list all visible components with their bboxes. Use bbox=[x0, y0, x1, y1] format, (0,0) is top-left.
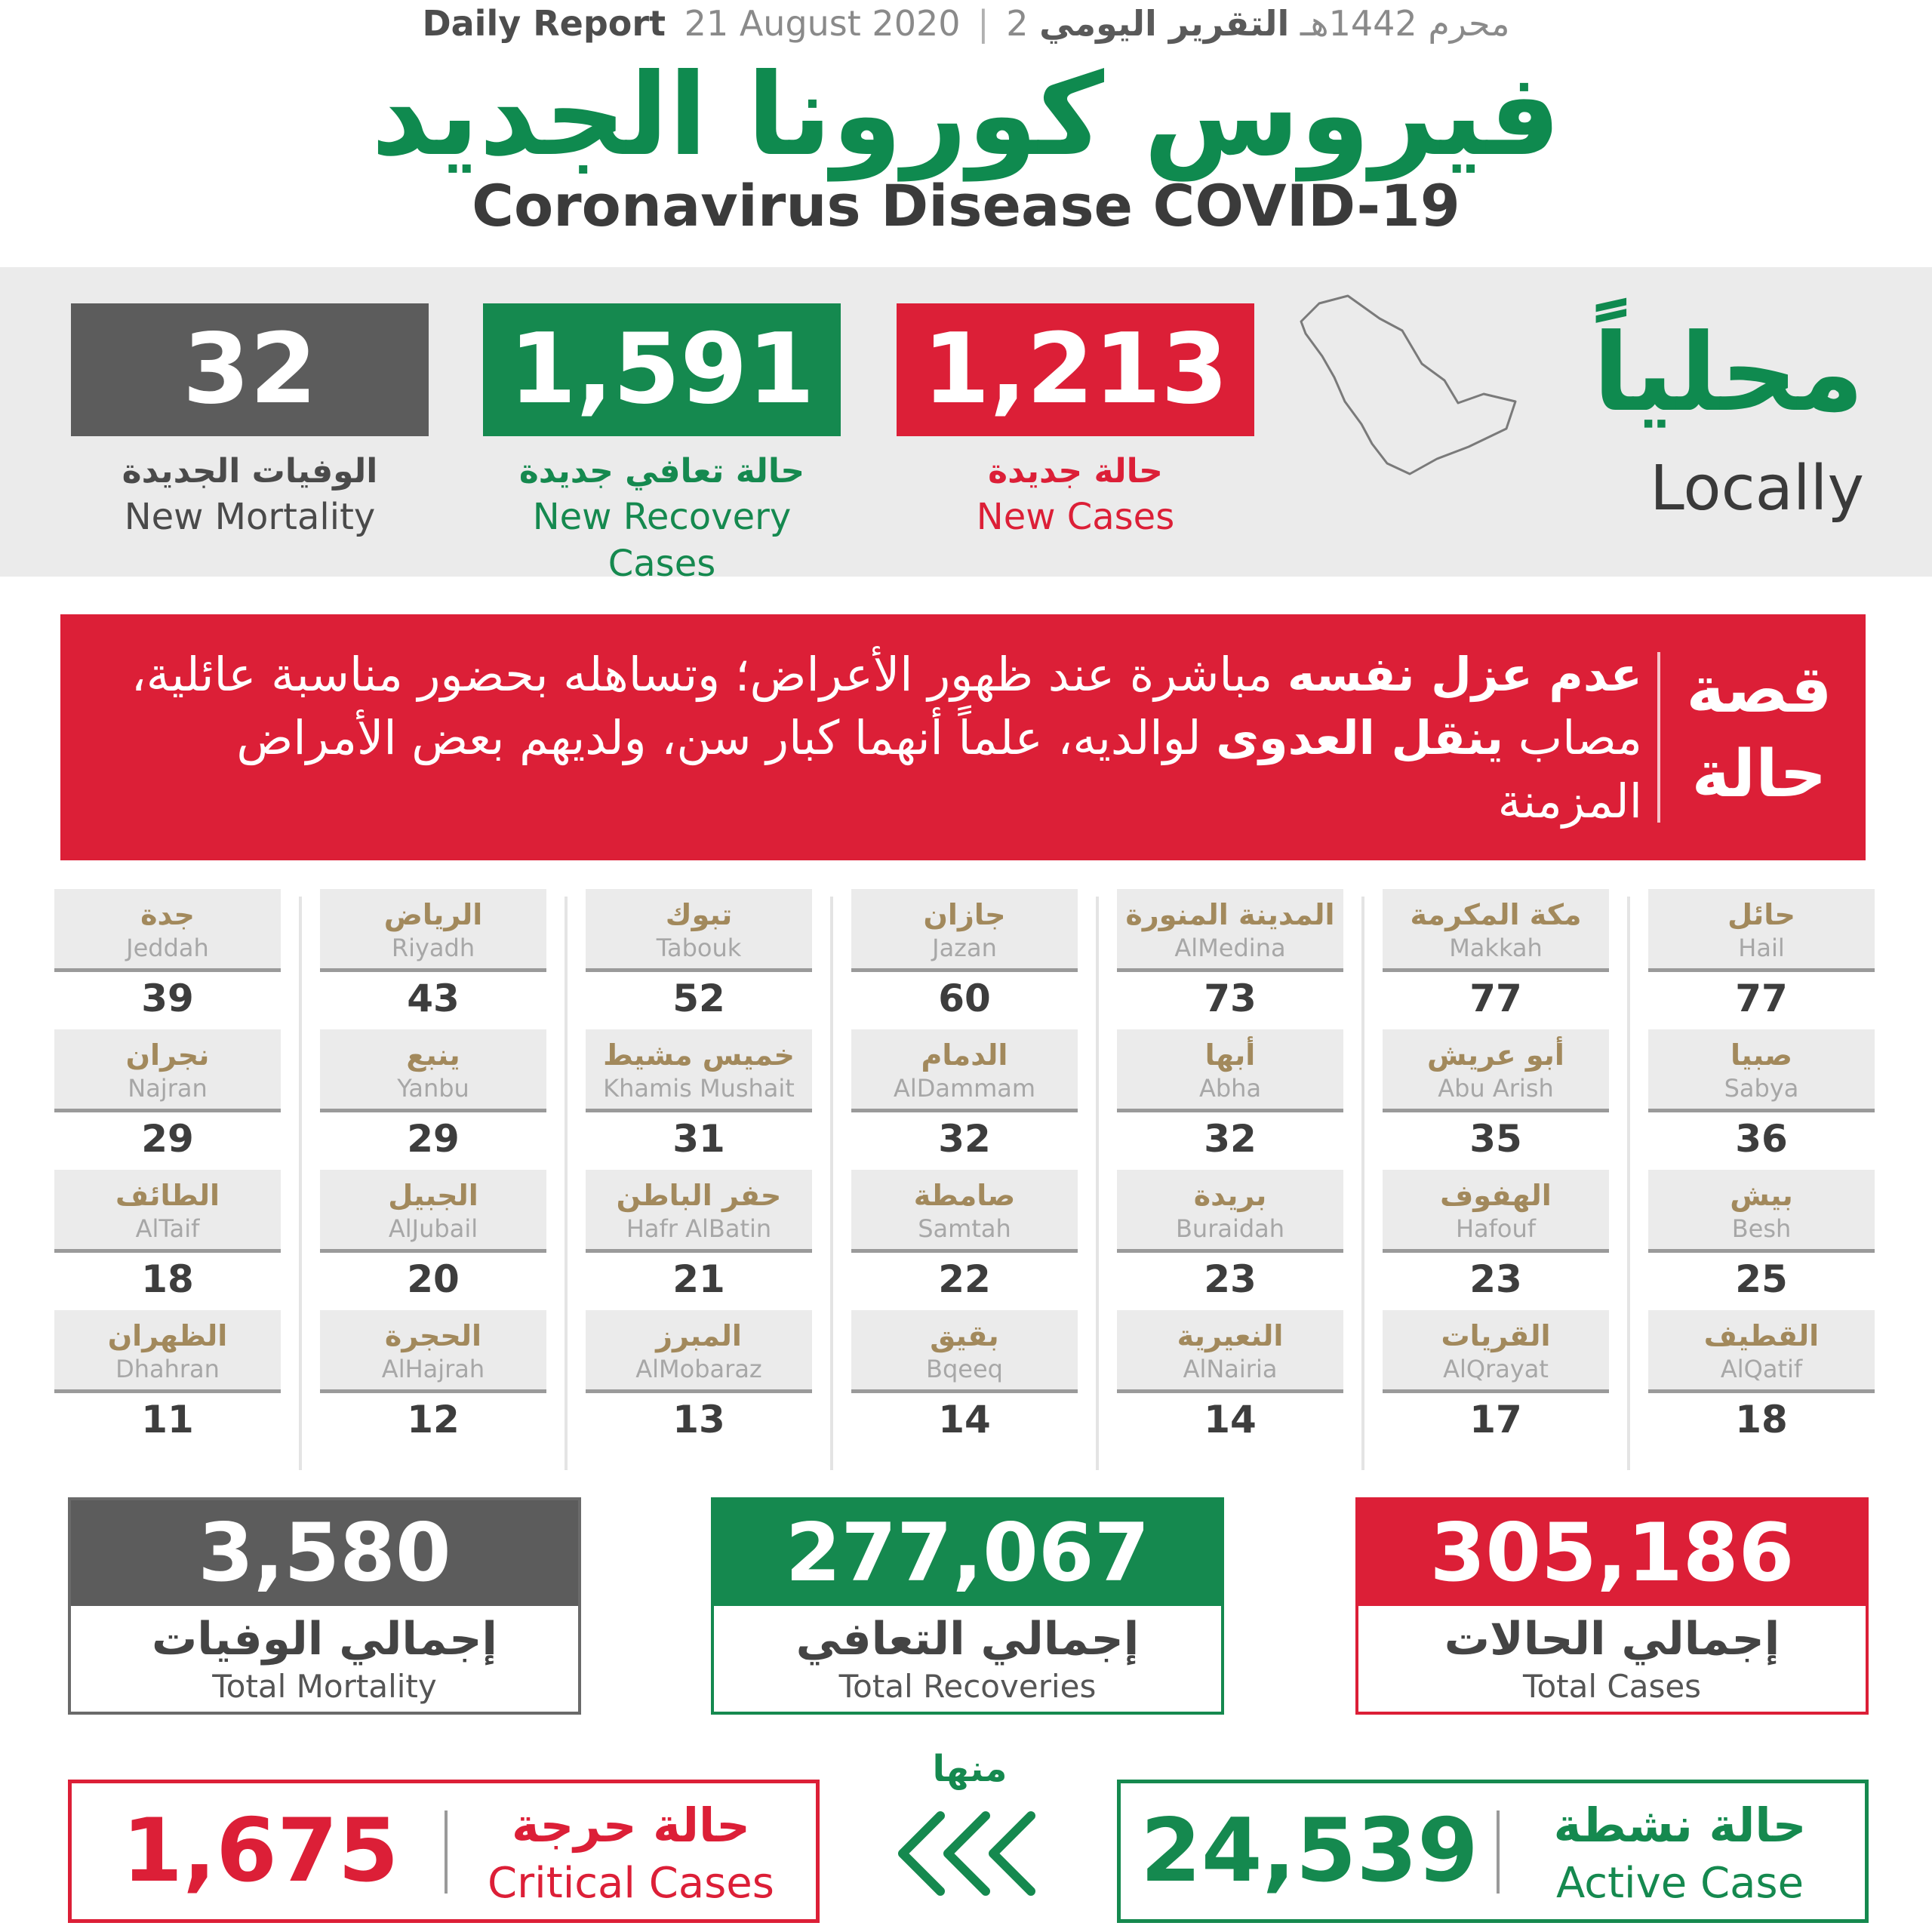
city-cell bbox=[851, 889, 1078, 1029]
new-mortality-label-en: New Mortality bbox=[124, 496, 376, 538]
of-them-label: منها bbox=[932, 1748, 1008, 1790]
case-story-title-line1: قصة bbox=[1686, 652, 1832, 728]
city-name-box bbox=[851, 1170, 1078, 1253]
city-cell bbox=[851, 1170, 1078, 1310]
city-cell bbox=[1383, 1029, 1609, 1170]
city-cell bbox=[320, 1310, 546, 1451]
city-case-count: 23 bbox=[1204, 1257, 1257, 1301]
city-name-box bbox=[851, 889, 1078, 972]
critical-cases-card bbox=[68, 1780, 820, 1923]
total-cases-label-en: Total Cases bbox=[1522, 1668, 1702, 1705]
city-name-ar: بقيق bbox=[930, 1319, 999, 1352]
city-name-en: Samtah bbox=[918, 1214, 1011, 1243]
city-name-box bbox=[54, 1170, 281, 1253]
city-name-en: Jeddah bbox=[126, 934, 209, 962]
city-column bbox=[586, 889, 812, 1470]
city-cell bbox=[851, 1029, 1078, 1170]
city-case-count: 18 bbox=[1735, 1398, 1788, 1441]
city-cell bbox=[1383, 1170, 1609, 1310]
city-case-count: 36 bbox=[1735, 1117, 1788, 1161]
city-cell bbox=[1648, 1029, 1875, 1170]
city-name-en: Khamis Mushait bbox=[603, 1074, 795, 1103]
city-name-ar: نجران bbox=[125, 1038, 210, 1072]
city-case-count: 11 bbox=[141, 1398, 194, 1441]
city-cell bbox=[1648, 889, 1875, 1029]
total-recoveries-value: 277,067 bbox=[714, 1500, 1221, 1606]
city-case-count: 32 bbox=[938, 1117, 991, 1161]
city-name-en: AlHajrah bbox=[381, 1355, 485, 1383]
city-case-count: 29 bbox=[141, 1117, 194, 1161]
city-name-en: Bqeeq bbox=[926, 1355, 1003, 1383]
city-name-ar: الظهران bbox=[107, 1319, 228, 1352]
city-case-count: 52 bbox=[672, 977, 725, 1020]
total-cases-card bbox=[1355, 1497, 1869, 1715]
city-cell bbox=[54, 889, 281, 1029]
case-story-title bbox=[1675, 648, 1843, 817]
city-name-en: Jazan bbox=[932, 934, 997, 962]
total-recoveries-card bbox=[711, 1497, 1224, 1715]
city-name-box bbox=[1383, 889, 1609, 972]
city-cell bbox=[1383, 889, 1609, 1029]
local-stats-band bbox=[0, 267, 1932, 585]
city-case-count: 77 bbox=[1469, 977, 1522, 1020]
city-name-box bbox=[320, 889, 546, 972]
report-date-hijri: 2 محرم 1442هـ bbox=[1006, 3, 1510, 44]
city-name-en: Tabouk bbox=[656, 934, 742, 962]
city-name-en: Hail bbox=[1738, 934, 1785, 962]
city-name-ar: الجبيل bbox=[388, 1179, 478, 1212]
city-case-count: 18 bbox=[141, 1257, 194, 1301]
city-case-count: 17 bbox=[1469, 1398, 1522, 1441]
active-cases-divider bbox=[1497, 1810, 1500, 1894]
city-name-box bbox=[54, 1029, 281, 1112]
city-name-en: Hafr AlBatin bbox=[626, 1214, 772, 1243]
city-cell bbox=[320, 1029, 546, 1170]
city-cell bbox=[1117, 1310, 1343, 1451]
city-cell bbox=[1117, 1029, 1343, 1170]
total-cases-label-ar: إجمالي الحالات bbox=[1444, 1613, 1780, 1666]
city-case-count: 31 bbox=[672, 1117, 725, 1161]
city-cell bbox=[54, 1310, 281, 1451]
column-divider bbox=[1361, 897, 1364, 1470]
city-name-en: Dhahran bbox=[115, 1355, 220, 1383]
city-case-count: 73 bbox=[1204, 977, 1257, 1020]
city-name-box bbox=[1648, 889, 1875, 972]
city-name-ar: المدينة المنورة bbox=[1125, 898, 1335, 931]
new-recovery-label-ar: حالة تعافي جديدة bbox=[518, 452, 805, 491]
city-name-en: AlNairia bbox=[1183, 1355, 1278, 1383]
city-name-en: Makkah bbox=[1449, 934, 1543, 962]
city-case-count: 39 bbox=[141, 977, 194, 1020]
page-title-ar: فيروس كورونا الجديد bbox=[371, 50, 1561, 181]
city-name-ar: المبرز bbox=[656, 1319, 742, 1352]
city-name-en: Abu Arish bbox=[1438, 1074, 1554, 1103]
city-case-count: 22 bbox=[938, 1257, 991, 1301]
city-cell bbox=[586, 1170, 812, 1310]
new-recovery-label-en: New Recovery Cases bbox=[532, 496, 792, 585]
chevrons-left-icon bbox=[888, 1801, 1054, 1906]
city-cell bbox=[1117, 889, 1343, 1029]
city-name-ar: أبو عريش bbox=[1427, 1038, 1564, 1072]
case-story-text bbox=[80, 643, 1642, 833]
city-name-ar: أبها bbox=[1204, 1038, 1256, 1072]
city-name-en: Hafouf bbox=[1455, 1214, 1537, 1243]
new-cases-label-ar: حالة جديدة bbox=[988, 452, 1163, 491]
city-name-box bbox=[586, 889, 812, 972]
city-name-box bbox=[1648, 1310, 1875, 1393]
city-name-box bbox=[320, 1029, 546, 1112]
active-cases-value: 24,539 bbox=[1140, 1800, 1478, 1902]
column-divider bbox=[299, 897, 302, 1470]
city-name-ar: حفر الباطن bbox=[616, 1179, 782, 1212]
city-name-ar: ينبع bbox=[406, 1038, 460, 1072]
critical-cases-label-en: Critical Cases bbox=[488, 1859, 774, 1908]
city-case-count: 14 bbox=[1204, 1398, 1257, 1441]
new-mortality-stat bbox=[71, 303, 429, 540]
city-case-count: 32 bbox=[1204, 1117, 1257, 1161]
new-cases-value: 1,213 bbox=[897, 303, 1254, 436]
city-case-count: 60 bbox=[938, 977, 991, 1020]
city-name-box bbox=[320, 1310, 546, 1393]
city-case-count: 21 bbox=[672, 1257, 725, 1301]
city-name-ar: جازان bbox=[923, 898, 1006, 931]
city-name-box bbox=[586, 1029, 812, 1112]
saudi-map-icon bbox=[1289, 288, 1531, 485]
daily-report-ar: التقرير اليومي bbox=[1039, 3, 1290, 44]
story-text-2: لوالديه، علماً أنهما كبار سن، ولديهم بعض الأمراض المزمنة bbox=[236, 710, 1642, 829]
city-case-count: 43 bbox=[407, 977, 460, 1020]
column-divider bbox=[1627, 897, 1630, 1470]
city-name-en: Riyadh bbox=[391, 934, 475, 962]
column-divider bbox=[565, 897, 568, 1470]
active-cases-label-ar: حالة نشطة bbox=[1553, 1798, 1807, 1853]
city-name-box bbox=[54, 889, 281, 972]
city-column bbox=[320, 889, 546, 1470]
column-divider bbox=[830, 897, 833, 1470]
city-case-count: 13 bbox=[672, 1398, 725, 1441]
city-cell bbox=[1648, 1170, 1875, 1310]
city-cell bbox=[1648, 1310, 1875, 1451]
city-case-count: 35 bbox=[1469, 1117, 1522, 1161]
city-case-count: 12 bbox=[407, 1398, 460, 1441]
city-cell bbox=[320, 1170, 546, 1310]
city-name-box bbox=[586, 1170, 812, 1253]
new-mortality-label-ar: الوفيات الجديدة bbox=[122, 452, 378, 491]
city-case-count: 20 bbox=[407, 1257, 460, 1301]
city-case-count: 77 bbox=[1735, 977, 1788, 1020]
city-case-count: 29 bbox=[407, 1117, 460, 1161]
city-column bbox=[1383, 889, 1609, 1470]
city-name-ar: بيش bbox=[1730, 1179, 1793, 1212]
city-cell bbox=[586, 1310, 812, 1451]
city-case-count: 25 bbox=[1735, 1257, 1788, 1301]
report-date-en: 21 August 2020 bbox=[684, 3, 961, 44]
city-name-en: Abha bbox=[1198, 1074, 1262, 1103]
city-case-count: 14 bbox=[938, 1398, 991, 1441]
city-name-ar: الحجرة bbox=[384, 1319, 482, 1352]
city-column bbox=[851, 889, 1078, 1470]
city-cell bbox=[1383, 1310, 1609, 1451]
critical-cases-label-ar: حالة حرجة bbox=[512, 1798, 750, 1853]
total-mortality-card bbox=[68, 1497, 581, 1715]
new-cases-label-en: New Cases bbox=[976, 496, 1175, 538]
city-name-ar: حائل bbox=[1727, 898, 1795, 931]
new-cases-stat bbox=[897, 303, 1254, 540]
city-name-ar: تبوك bbox=[665, 898, 733, 931]
city-name-en: AlQrayat bbox=[1443, 1355, 1549, 1383]
city-cell bbox=[586, 1029, 812, 1170]
city-name-en: AlQatif bbox=[1720, 1355, 1803, 1383]
city-name-en: AlTaif bbox=[135, 1214, 200, 1243]
page-title-en: Coronavirus Disease COVID-19 bbox=[472, 172, 1460, 239]
new-recovery-stat bbox=[483, 303, 841, 587]
city-name-box bbox=[1117, 1029, 1343, 1112]
case-story-title-line2: حالة bbox=[1691, 737, 1827, 812]
city-name-en: Buraidah bbox=[1175, 1214, 1285, 1243]
total-cases-value: 305,186 bbox=[1358, 1500, 1866, 1606]
critical-cases-divider bbox=[445, 1810, 448, 1894]
city-name-ar: الهفوف bbox=[1440, 1179, 1552, 1212]
city-name-ar: القريات bbox=[1441, 1319, 1551, 1352]
city-name-ar: الدمام bbox=[921, 1038, 1008, 1072]
city-name-ar: مكة المكرمة bbox=[1410, 898, 1582, 931]
city-cell bbox=[320, 889, 546, 1029]
city-name-en: AlMobaraz bbox=[635, 1355, 762, 1383]
city-name-box bbox=[586, 1310, 812, 1393]
city-cell bbox=[851, 1310, 1078, 1451]
new-mortality-value: 32 bbox=[71, 303, 429, 436]
report-header bbox=[0, 0, 1932, 45]
case-story-banner bbox=[60, 614, 1866, 860]
city-name-ar: جدة bbox=[140, 898, 195, 931]
city-name-ar: القطيف bbox=[1703, 1319, 1820, 1352]
city-column bbox=[1117, 889, 1343, 1470]
locally-heading-en: Locally bbox=[1650, 453, 1864, 525]
city-cell bbox=[54, 1170, 281, 1310]
city-name-en: AlMedina bbox=[1174, 934, 1286, 962]
city-name-ar: بريدة bbox=[1193, 1179, 1267, 1212]
city-cell bbox=[54, 1029, 281, 1170]
total-mortality-label-en: Total Mortality bbox=[212, 1668, 437, 1705]
daily-report-en: Daily Report bbox=[422, 3, 666, 44]
story-text-1: مباشرة عند ظهور الأعراض؛ وتساهله بحضور مناسبة عائلية، مصاب bbox=[131, 647, 1642, 765]
city-name-ar: خميس مشيط bbox=[603, 1038, 795, 1072]
city-column bbox=[1648, 889, 1875, 1470]
new-recovery-value: 1,591 bbox=[483, 303, 841, 436]
city-cell bbox=[1117, 1170, 1343, 1310]
city-name-en: AlDammam bbox=[893, 1074, 1036, 1103]
critical-cases-value: 1,675 bbox=[122, 1800, 399, 1902]
city-cell bbox=[586, 889, 812, 1029]
city-name-en: Sabya bbox=[1724, 1074, 1799, 1103]
city-name-box bbox=[1117, 889, 1343, 972]
city-name-ar: الطائف bbox=[115, 1179, 220, 1212]
city-name-box bbox=[1117, 1170, 1343, 1253]
city-name-ar: النعيرية bbox=[1177, 1319, 1284, 1352]
total-recoveries-label-en: Total Recoveries bbox=[838, 1668, 1097, 1705]
locally-heading-ar: محلياً bbox=[1592, 311, 1864, 435]
case-story-divider bbox=[1657, 652, 1660, 823]
city-name-box bbox=[1383, 1170, 1609, 1253]
city-name-ar: صامطة bbox=[913, 1179, 1016, 1212]
total-recoveries-label-ar: إجمالي التعافي bbox=[795, 1613, 1140, 1666]
header-separator: | bbox=[977, 3, 989, 44]
city-name-box bbox=[851, 1310, 1078, 1393]
city-name-box bbox=[54, 1310, 281, 1393]
city-name-ar: صبيا bbox=[1730, 1038, 1792, 1072]
story-bold-2: ينقل العدوى bbox=[1216, 710, 1504, 765]
report-header-line bbox=[422, 5, 1509, 42]
city-name-box bbox=[851, 1029, 1078, 1112]
city-name-box bbox=[1117, 1310, 1343, 1393]
city-name-en: AlJubail bbox=[388, 1214, 478, 1243]
city-name-box bbox=[1383, 1029, 1609, 1112]
city-name-box bbox=[320, 1170, 546, 1253]
city-name-en: Besh bbox=[1731, 1214, 1792, 1243]
column-divider bbox=[1096, 897, 1099, 1470]
active-cases-card bbox=[1117, 1780, 1869, 1923]
active-cases-label-en: Active Case bbox=[1555, 1859, 1804, 1908]
story-bold-1: عدم عزل نفسه bbox=[1287, 647, 1642, 702]
cities-grid bbox=[54, 889, 1878, 1470]
total-mortality-value: 3,580 bbox=[71, 1500, 578, 1606]
city-name-ar: الرياض bbox=[383, 898, 483, 931]
city-name-box bbox=[1648, 1170, 1875, 1253]
total-mortality-label-ar: إجمالي الوفيات bbox=[152, 1613, 497, 1666]
city-name-box bbox=[1383, 1310, 1609, 1393]
city-name-en: Yanbu bbox=[397, 1074, 469, 1103]
city-name-en: Najran bbox=[128, 1074, 208, 1103]
city-column bbox=[54, 889, 281, 1470]
city-name-box bbox=[1648, 1029, 1875, 1112]
city-case-count: 23 bbox=[1469, 1257, 1522, 1301]
